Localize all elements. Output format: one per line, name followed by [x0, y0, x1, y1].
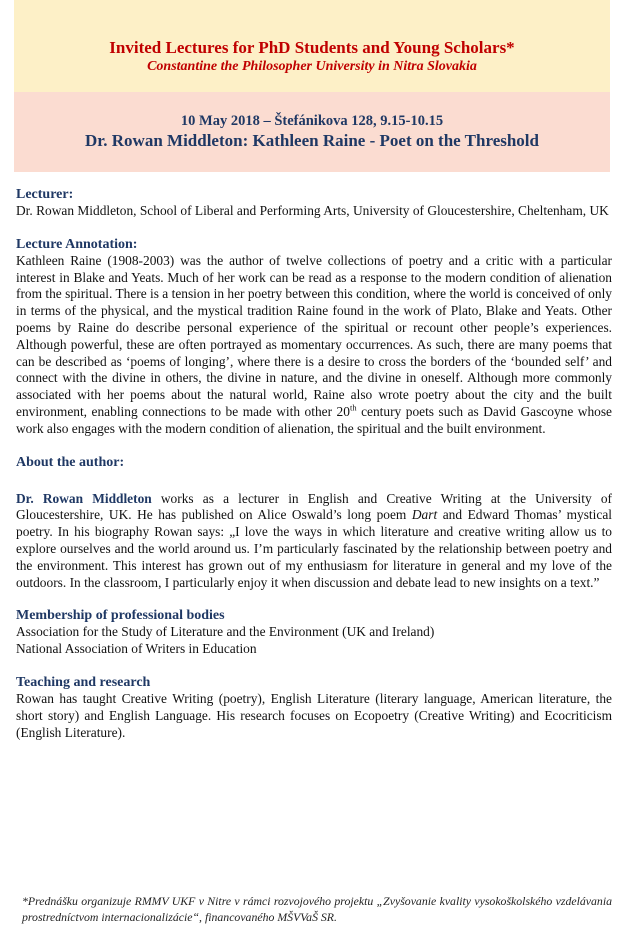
membership-item: Association for the Study of Literature and the Environment (UK and Ireland)	[16, 624, 435, 640]
header-banner	[14, 0, 610, 92]
lecturer-text: Dr. Rowan Middleton, School of Liberal and Performing Arts, University of Gloucestershire, Cheltenham, UK	[16, 203, 609, 218]
teaching-heading: Teaching and research	[16, 674, 151, 690]
membership-item: National Association of Writers in Education	[16, 641, 257, 657]
lecturer-heading: Lecturer:	[16, 187, 74, 202]
footnote: *Prednášku organizuje RMMV UKF v Nitre v rámci rozvojového projektu „Zvyšovanie kvality vysokoškolského vzdelávania prostredníctvom internacionalizácie“, financovaného MŠVVaŠ SR.	[22, 894, 612, 924]
annotation-heading: Lecture Annotation:	[16, 236, 138, 252]
document-body	[16, 186, 612, 741]
membership-heading: Membership of professional bodies	[16, 608, 225, 624]
teaching-text: Rowan has taught Creative Writing (poetry), English Literature (literary language, American literature, the short story) and English Language. His research focuses on Ecopoetry (Creative Writing) and Ecocriticism (English Literature).	[16, 690, 612, 740]
university-name: Constantine the Philosopher University in Nitra Slovakia	[147, 59, 477, 74]
lecture-banner	[14, 92, 610, 172]
event-title: Invited Lectures for PhD Students and Young Scholars*	[109, 38, 515, 57]
about-text: Dr. Rowan Middleton works as a lecturer in English and Creative Writing at the University of Gloucestershire, UK. He has published on Alice Oswald’s long poem Dart and Edward Thomas’ mystical poetry. In his biography Rowan says: „I love the ways in which literature and creative writing allow us to explore ourselves and the world around us. I’m particularly fascinated by the relationship between poetry and the environment. This interest has grown out of my enthusiasm for literature in general and my love of the outdoors. In the classroom, I particularly enjoy it when discussion and debate lead to new insights on a text.”	[16, 490, 612, 590]
annotation-text: Kathleen Raine (1908-2003) was the author of twelve collections of poetry and a critic with a particular interest in Blake and Yeats. Much of her work can be read as a response to the modern condition of alienation from the spiritual. There is a tension in her poetry between this condition, where the world is conceived of only in terms of the physical, and the mystical tradition Raine found in the work of Plato, Blake and Yeats. Other poems by Raine do describe personal experience of the spiritual or recount other people’s experiences. Although powerful, these are often portrayed as momentary occurrences. As such, there are many poems that can be described as ‘poems of longing’, where there is a desire to cross the borders of the ‘bounded self’ and connect with the divine in others, the divine in nature, and the divine in oneself. Although more commonly associated with her poems about the natural world, Raine also wrote poetry about the city and the built environment, enabling connections to be made with other 20th century poets such as David Gascoyne whose work also engages with the modern condition of alienation, the spiritual and the built environment.	[16, 252, 613, 436]
lecture-title: Dr. Rowan Middleton: Kathleen Raine - Poet on the Threshold	[85, 131, 539, 150]
author-name: Dr. Rowan Middleton	[16, 490, 152, 506]
about-heading: About the author:	[16, 454, 125, 470]
date-location: 10 May 2018 – Štefánikova 128, 9.15-10.15	[180, 113, 444, 129]
